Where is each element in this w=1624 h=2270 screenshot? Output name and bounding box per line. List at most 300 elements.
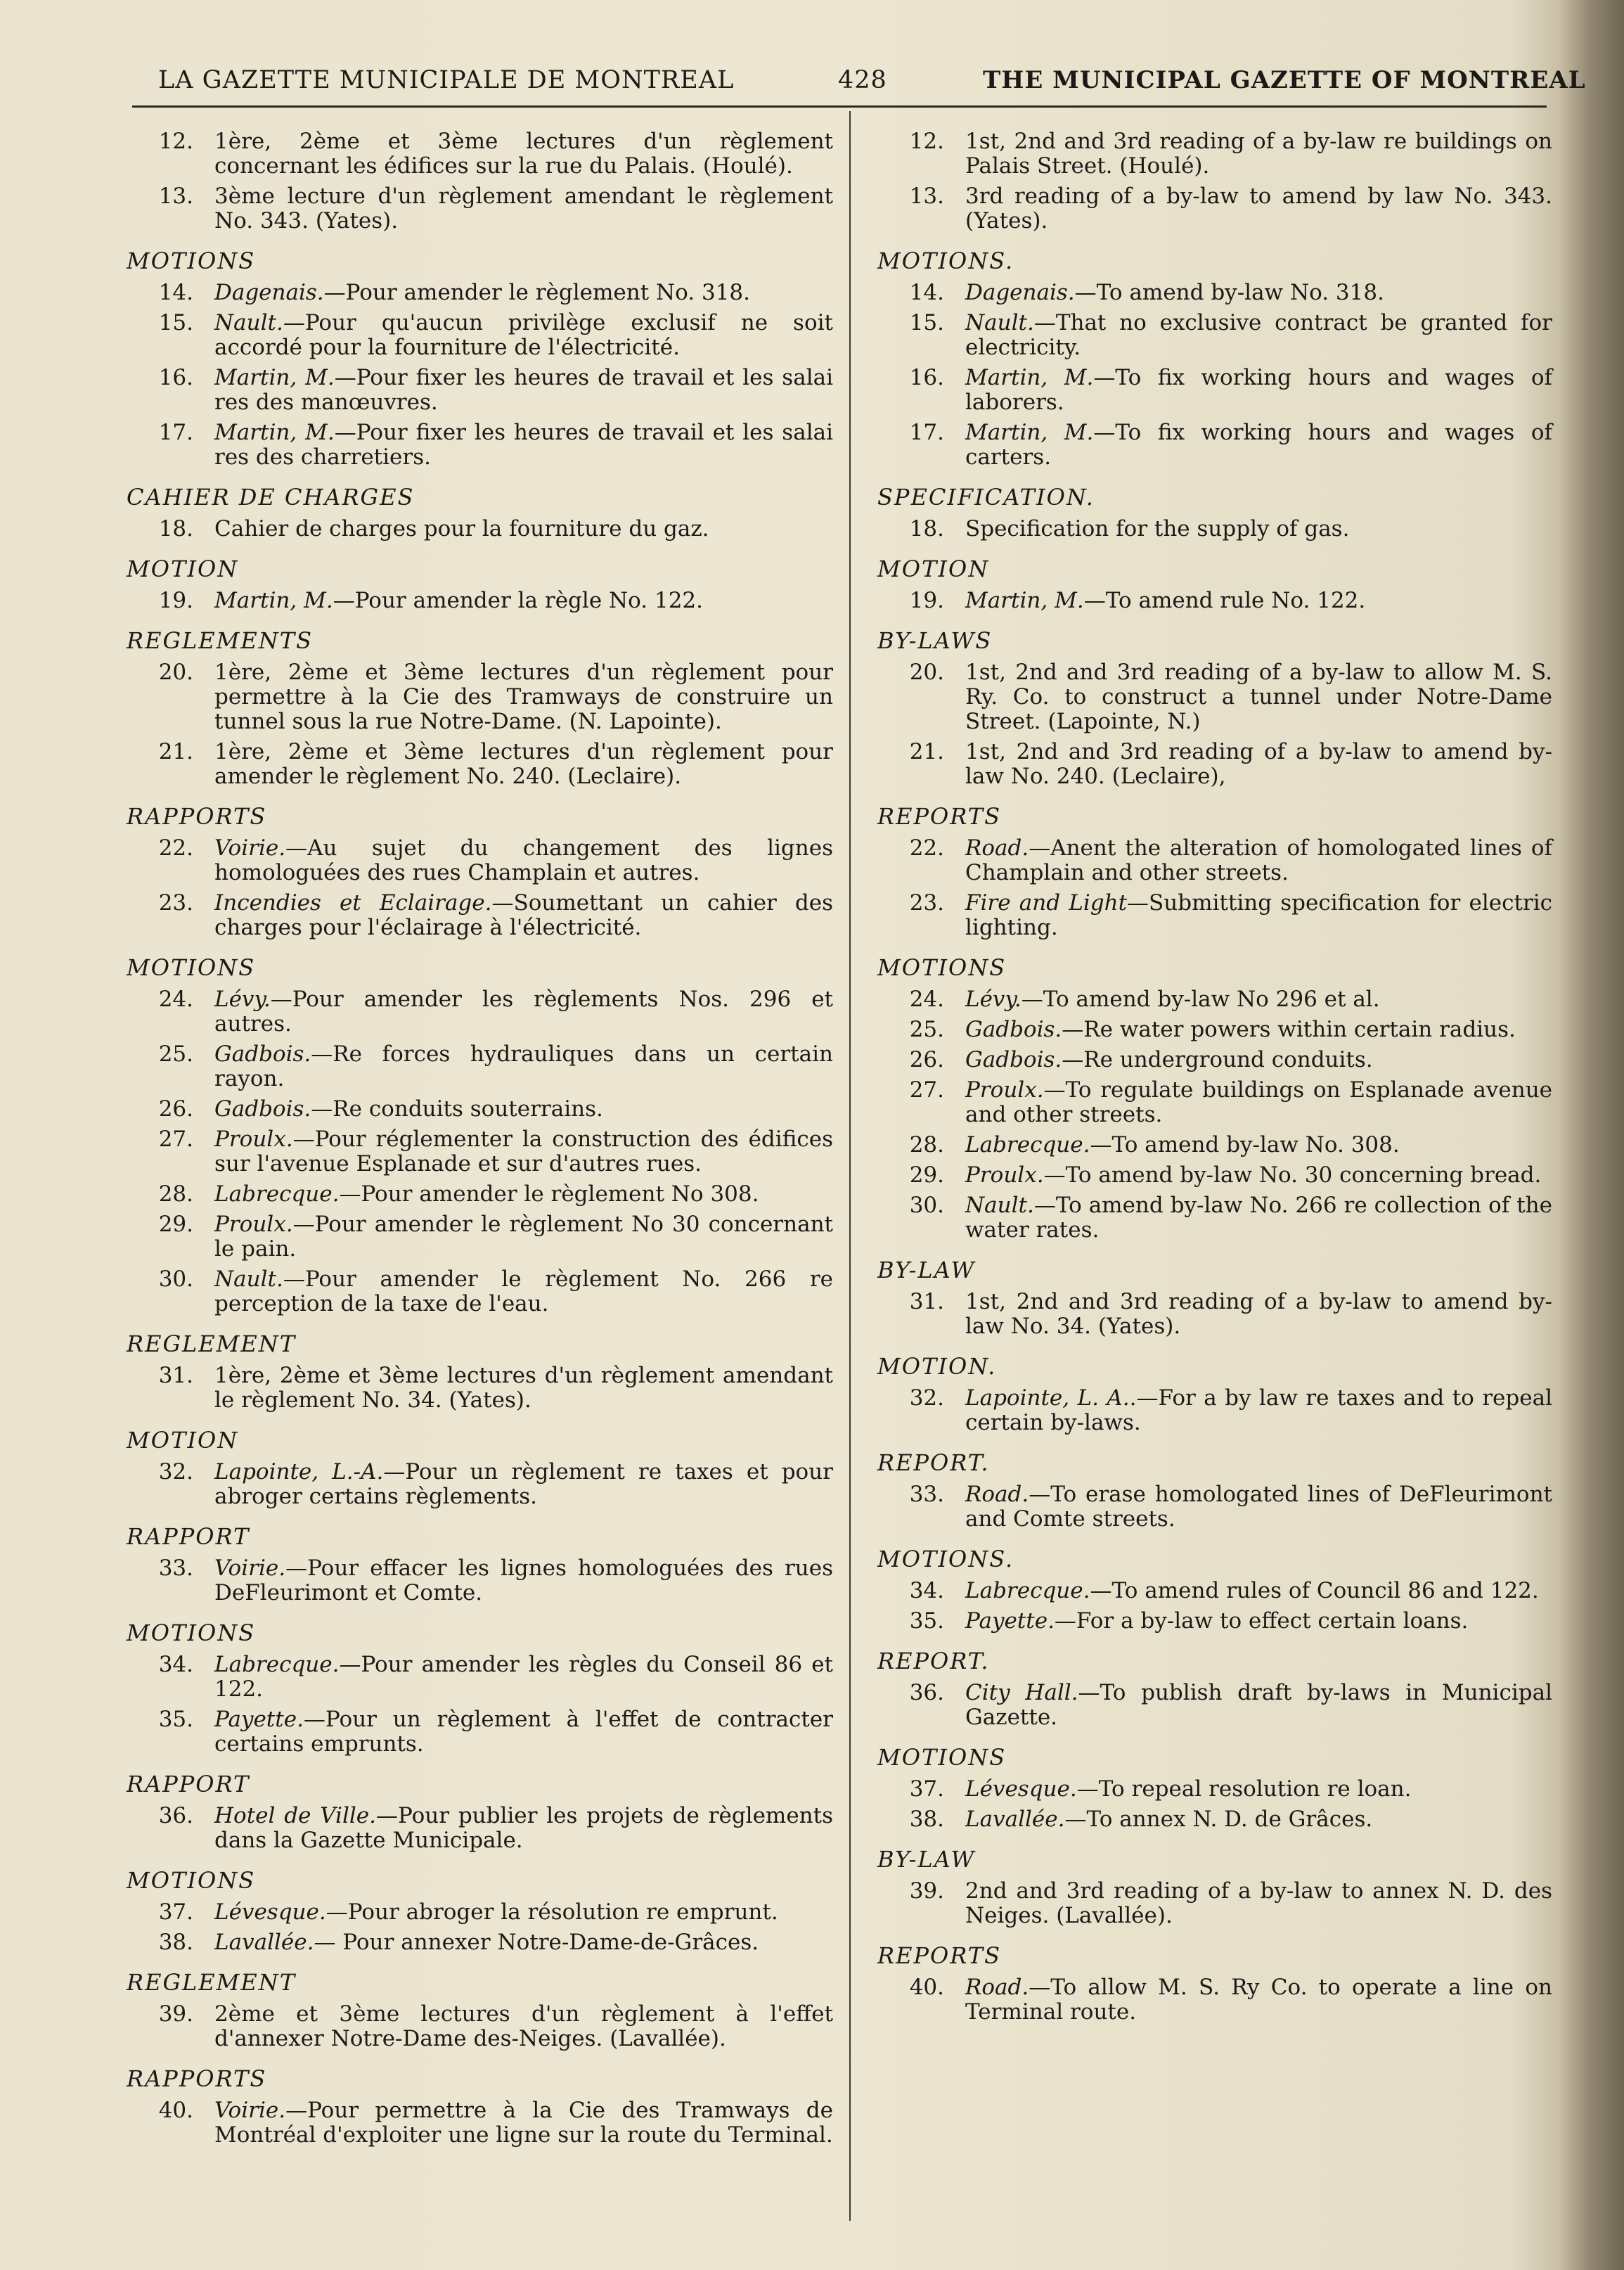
- item-number: 19.: [909, 588, 944, 613]
- item-text: —Pour effacer les lignes homologuées des rues DeFleurimont et Comte.: [214, 1556, 833, 1605]
- item-text-block: [965, 1163, 1552, 1188]
- item-number: 27.: [909, 1077, 944, 1103]
- item-text: 2ème et 3ème lectures d'un règlement à l'effet d'annexer Notre-Dame des-Neiges. (Lavallée).: [214, 2001, 833, 2051]
- column-divider: [849, 111, 851, 2221]
- fr-agenda-item: [127, 1212, 833, 1262]
- item-number: 32.: [158, 1459, 193, 1485]
- item-lead-name: Martin, M.: [965, 420, 1094, 445]
- item-lead-name: Fire and Light: [965, 890, 1128, 916]
- item-text: .—For a by law re taxes and to repeal certain by-laws.: [965, 1385, 1552, 1435]
- fr-agenda-item: [127, 281, 833, 305]
- fr-section-heading: RAPPORT: [127, 1771, 250, 1797]
- item-text: —To amend by-law No. 30 concerning bread.: [1043, 1162, 1542, 1188]
- item-text-block: [214, 1707, 833, 1757]
- item-text-block: [965, 836, 1552, 885]
- item-number: 35.: [158, 1707, 193, 1732]
- item-text-block: [214, 1804, 833, 1853]
- item-number: 15.: [158, 310, 193, 335]
- item-text-block: [965, 1133, 1552, 1158]
- item-lead-name: Nault.: [965, 310, 1034, 335]
- item-number: 22.: [909, 835, 944, 861]
- item-text-block: [965, 589, 1552, 613]
- item-text-block: [214, 1042, 833, 1091]
- item-lead-name: Lévy.: [214, 987, 271, 1012]
- item-text: —To amend rule No. 122.: [1083, 588, 1366, 613]
- fr-agenda-item: [127, 1042, 833, 1091]
- item-text: —To amend rules of Council 86 and 122.: [1090, 1578, 1539, 1603]
- item-text-block: [965, 281, 1552, 305]
- en-agenda-item: [877, 1048, 1552, 1072]
- en-section-heading: REPORTS: [877, 1942, 1002, 1969]
- item-text: 1ère, 2ème et 3ème lectures d'un règlement concernant les édifices sur la rue du Palais. (Houlé).: [214, 129, 833, 179]
- item-text-block: [214, 1182, 833, 1207]
- item-text-block: [965, 660, 1552, 734]
- item-lead-name: Nault.: [965, 1193, 1034, 1218]
- item-text-block: [965, 1078, 1552, 1127]
- fr-agenda-item: [127, 129, 833, 179]
- item-text-block: [965, 311, 1552, 360]
- fr-section-heading: MOTIONS: [127, 1620, 256, 1646]
- fr-agenda-item: [127, 589, 833, 613]
- item-lead-name: Road.: [965, 1482, 1029, 1507]
- item-number: 30.: [909, 1193, 944, 1218]
- item-text-block: [965, 891, 1552, 940]
- item-text-block: [965, 740, 1552, 789]
- en-section-heading: SPECIFICATION.: [877, 484, 1095, 511]
- item-text-block: [214, 366, 833, 415]
- item-text-block: [214, 517, 833, 541]
- fr-agenda-item: [127, 1097, 833, 1122]
- item-text-block: [965, 1807, 1552, 1832]
- item-number: 16.: [158, 365, 193, 390]
- item-lead-name: Lévy.: [965, 987, 1022, 1012]
- item-number: 27.: [158, 1127, 193, 1152]
- en-agenda-item: [877, 1879, 1552, 1928]
- fr-agenda-item: [127, 517, 833, 541]
- item-text-block: [214, 589, 833, 613]
- item-text: —To repeal resolution re loan.: [1076, 1776, 1412, 1802]
- fr-agenda-item: [127, 311, 833, 360]
- fr-agenda-item: [127, 660, 833, 734]
- item-text: 1st, 2nd and 3rd reading of a by-law re buildings on Palais Street. (Houlé).: [965, 129, 1552, 179]
- item-text: —To fix working hours and wages of carters.: [965, 420, 1552, 470]
- header-rule: [132, 105, 1547, 108]
- item-lead-name: Proulx.: [965, 1162, 1044, 1188]
- item-lead-name: Labrecque.: [214, 1652, 340, 1677]
- item-text: —Re underground conduits.: [1062, 1047, 1373, 1072]
- item-number: 18.: [909, 516, 944, 541]
- item-number: 24.: [158, 987, 193, 1012]
- item-text: —Pour amender la règle No. 122.: [333, 588, 703, 613]
- item-number: 23.: [909, 890, 944, 916]
- item-text: —To erase homologated lines of DeFleurimont and Comte streets.: [965, 1482, 1552, 1532]
- item-text-block: [214, 1930, 833, 1955]
- item-text: —Pour qu'aucun privilège exclusif ne soit accordé pour la fourniture de l'électricité.: [214, 310, 833, 360]
- en-section-heading: REPORT.: [877, 1449, 990, 1476]
- item-text: —Pour fixer les heures de travail et les salai res des manœuvres.: [214, 365, 833, 415]
- en-agenda-item: [877, 1482, 1552, 1532]
- item-number: 14.: [909, 280, 944, 305]
- fr-agenda-item: [127, 740, 833, 789]
- item-lead-name: Voirie.: [214, 1556, 286, 1581]
- french-column: [127, 125, 833, 2153]
- item-text-block: [965, 366, 1552, 415]
- item-number: 14.: [158, 280, 193, 305]
- item-number: 29.: [909, 1162, 944, 1188]
- item-text: —Re forces hydrauliques dans un certain rayon.: [214, 1041, 833, 1091]
- item-number: 32.: [909, 1385, 944, 1411]
- item-lead-name: Proulx.: [965, 1077, 1044, 1103]
- item-lead-name: Road.: [965, 1975, 1029, 2000]
- fr-agenda-item: [127, 184, 833, 233]
- item-text: —For a by-law to effect certain loans.: [1054, 1608, 1469, 1634]
- en-agenda-item: [877, 1133, 1552, 1158]
- en-agenda-item: [877, 1975, 1552, 2025]
- fr-section-heading: CAHIER DE CHARGES: [127, 484, 415, 511]
- en-agenda-item: [877, 281, 1552, 305]
- item-text: —Re conduits souterrains.: [311, 1096, 603, 1122]
- item-number: 34.: [909, 1578, 944, 1603]
- item-text-block: [214, 1556, 833, 1605]
- en-section-heading: MOTION.: [877, 1353, 997, 1380]
- item-text-block: [965, 1048, 1552, 1072]
- item-number: 37.: [909, 1776, 944, 1802]
- item-lead-name: Martin, M.: [965, 365, 1094, 390]
- fr-section-heading: RAPPORT: [127, 1523, 250, 1550]
- en-section-heading: MOTIONS: [877, 954, 1007, 981]
- item-text: —Submitting specification for electric lighting.: [965, 890, 1552, 940]
- item-lead-name: Lavallée.: [965, 1807, 1065, 1832]
- item-lead-name: Lapointe, L. A.: [965, 1385, 1130, 1411]
- fr-agenda-item: [127, 1653, 833, 1702]
- item-text: —Pour amender le règlement No 308.: [339, 1181, 759, 1207]
- fr-agenda-item: [127, 1707, 833, 1757]
- page-number: 428: [838, 66, 887, 94]
- fr-agenda-item: [127, 2002, 833, 2051]
- item-text: —To annex N. D. de Grâces.: [1064, 1807, 1373, 1832]
- fr-agenda-item: [127, 1460, 833, 1509]
- item-text: —Soumettant un cahier des charges pour l'éclairage à l'électricité.: [214, 890, 833, 940]
- item-lead-name: Lapointe, L.-A.: [214, 1459, 384, 1485]
- fr-agenda-item: [127, 1804, 833, 1853]
- item-lead-name: Gadbois.: [214, 1096, 311, 1122]
- item-text-block: [965, 1193, 1552, 1243]
- item-lead-name: Payette.: [965, 1608, 1055, 1634]
- fr-agenda-item: [127, 1556, 833, 1605]
- item-text: —Pour amender les règles du Conseil 86 et 122.: [214, 1652, 833, 1702]
- item-text-block: [214, 311, 833, 360]
- fr-section-heading: REGLEMENTS: [127, 627, 314, 654]
- en-agenda-item: [877, 1163, 1552, 1188]
- item-text-block: [965, 1290, 1552, 1339]
- item-text-block: [965, 517, 1552, 541]
- item-text: —To amend by-law No 296 et al.: [1021, 987, 1380, 1012]
- item-lead-name: Proulx.: [214, 1212, 293, 1237]
- item-text-block: [965, 184, 1552, 233]
- item-number: 17.: [158, 420, 193, 445]
- item-number: 26.: [909, 1047, 944, 1072]
- item-number: 35.: [909, 1608, 944, 1634]
- item-text: — Pour annexer Notre-Dame-de-Grâces.: [314, 1930, 759, 1955]
- item-text: —Pour amender le règlement No. 266 re perception de la taxe de l'eau.: [214, 1267, 833, 1316]
- item-number: 30.: [158, 1267, 193, 1292]
- item-number: 39.: [158, 2001, 193, 2027]
- en-section-heading: BY-LAWS: [877, 627, 993, 654]
- fr-agenda-item: [127, 987, 833, 1037]
- item-text-block: [214, 129, 833, 179]
- item-number: 40.: [158, 2098, 193, 2123]
- item-text: 1st, 2nd and 3rd reading of a by-law to allow M. S. Ry. Co. to construct a tunnel under Notre-Dame Street. (Lapointe, N.): [965, 660, 1552, 734]
- item-number: 17.: [909, 420, 944, 445]
- item-text-block: [214, 1653, 833, 1702]
- item-number: 20.: [909, 660, 944, 685]
- en-agenda-item: [877, 1290, 1552, 1339]
- item-number: 24.: [909, 987, 944, 1012]
- en-section-heading: REPORTS: [877, 803, 1002, 830]
- header-english-title: THE MUNICIPAL GAZETTE OF MONTREAL: [983, 66, 1586, 94]
- item-text: 1st, 2nd and 3rd reading of a by-law to amend by-law No. 240. (Leclaire),: [965, 739, 1552, 789]
- fr-agenda-item: [127, 2098, 833, 2148]
- en-agenda-item: [877, 1609, 1552, 1634]
- item-lead-name: Voirie.: [214, 2098, 286, 2123]
- item-text: —Anent the alteration of homologated lines of Champlain and other streets.: [965, 835, 1552, 885]
- en-agenda-item: [877, 891, 1552, 940]
- en-section-heading: MOTIONS.: [877, 248, 1014, 274]
- fr-section-heading: MOTION: [127, 556, 239, 582]
- item-lead-name: Labrecque.: [214, 1181, 340, 1207]
- item-text-block: [214, 2098, 833, 2148]
- item-text: —Pour abroger la résolution re emprunt.: [326, 1899, 778, 1925]
- item-lead-name: Martin, M.: [214, 588, 333, 613]
- item-lead-name: Lévesque.: [214, 1899, 326, 1925]
- fr-section-heading: REGLEMENT: [127, 1969, 297, 1996]
- fr-section-heading: MOTIONS: [127, 248, 256, 274]
- item-text-block: [965, 1879, 1552, 1928]
- item-text-block: [965, 421, 1552, 470]
- item-number: 29.: [158, 1212, 193, 1237]
- en-agenda-item: [877, 1681, 1552, 1730]
- item-lead-name: Martin, M.: [965, 588, 1084, 613]
- item-text-block: [214, 1364, 833, 1413]
- item-text: 1st, 2nd and 3rd reading of a by-law to amend by-law No. 34. (Yates).: [965, 1289, 1552, 1339]
- item-number: 13.: [909, 184, 944, 209]
- item-lead-name: Martin, M.: [214, 420, 335, 445]
- item-lead-name: Nault.: [214, 310, 283, 335]
- item-text-block: [214, 740, 833, 789]
- fr-agenda-item: [127, 1930, 833, 1955]
- item-lead-name: Road.: [965, 835, 1029, 861]
- item-text-block: [214, 1900, 833, 1925]
- item-lead-name: Gadbois.: [214, 1041, 311, 1067]
- item-number: 12.: [909, 129, 944, 154]
- item-text: Specification for the supply of gas.: [965, 516, 1350, 541]
- fr-section-heading: RAPPORTS: [127, 803, 267, 830]
- fr-agenda-item: [127, 1364, 833, 1413]
- item-text-block: [965, 129, 1552, 179]
- item-lead-name: Proulx.: [214, 1127, 293, 1152]
- item-number: 39.: [909, 1878, 944, 1904]
- en-agenda-item: [877, 421, 1552, 470]
- item-lead-name: Incendies et Eclairage.: [214, 890, 492, 916]
- item-text-block: [214, 1460, 833, 1509]
- item-text-block: [965, 1482, 1552, 1532]
- item-text-block: [214, 660, 833, 734]
- item-text: —Pour réglementer la construction des édifices sur l'avenue Esplanade et sur d'autres rues.: [214, 1127, 833, 1176]
- header-french-title: LA GAZETTE MUNICIPALE DE MONTREAL: [158, 66, 735, 94]
- english-column: [877, 125, 1552, 2030]
- item-text-block: [965, 1681, 1552, 1730]
- en-agenda-item: [877, 1018, 1552, 1042]
- item-text-block: [214, 1267, 833, 1316]
- fr-agenda-item: [127, 1127, 833, 1176]
- fr-agenda-item: [127, 366, 833, 415]
- item-number: 33.: [158, 1556, 193, 1581]
- en-agenda-item: [877, 517, 1552, 541]
- item-number: 12.: [158, 129, 193, 154]
- item-text: —Pour un règlement à l'effet de contracter certains emprunts.: [214, 1707, 833, 1757]
- item-number: 13.: [158, 184, 193, 209]
- item-text-block: [965, 1975, 1552, 2025]
- item-lead-name: Payette.: [214, 1707, 304, 1732]
- item-text: —To amend by-law No. 308.: [1090, 1132, 1400, 1158]
- item-number: 28.: [158, 1181, 193, 1207]
- item-text-block: [965, 987, 1552, 1012]
- item-text: —Pour permettre à la Cie des Tramways de Montréal d'exploiter une ligne sur la route du Terminal.: [214, 2098, 833, 2148]
- fr-section-heading: MOTIONS: [127, 1867, 256, 1894]
- item-lead-name: City Hall.: [965, 1680, 1078, 1705]
- item-text: —Re water powers within certain radius.: [1062, 1017, 1516, 1042]
- item-number: 25.: [158, 1041, 193, 1067]
- en-section-heading: MOTION: [877, 556, 990, 582]
- item-number: 36.: [158, 1803, 193, 1828]
- item-text: Cahier de charges pour la fourniture du gaz.: [214, 516, 709, 541]
- item-text: —To amend by-law No. 266 re collection of the water rates.: [965, 1193, 1552, 1243]
- en-section-heading: BY-LAW: [877, 1846, 976, 1873]
- item-number: 19.: [158, 588, 193, 613]
- item-lead-name: Labrecque.: [965, 1132, 1090, 1158]
- item-number: 16.: [909, 365, 944, 390]
- item-lead-name: Lévesque.: [965, 1776, 1077, 1802]
- item-number: 36.: [909, 1680, 944, 1705]
- fr-section-heading: MOTION: [127, 1427, 239, 1454]
- en-agenda-item: [877, 1579, 1552, 1603]
- item-text: —Pour amender les règlements Nos. 296 et autres.: [214, 987, 833, 1037]
- item-text: —Pour amender le règlement No 30 concernant le pain.: [214, 1212, 833, 1262]
- item-lead-name: Gadbois.: [965, 1047, 1062, 1072]
- item-text-block: [965, 1018, 1552, 1042]
- item-text: —Au sujet du changement des lignes homologuées des rues Champlain et autres.: [214, 835, 833, 885]
- item-text: —Pour un règlement re taxes et pour abroger certains règlements.: [214, 1459, 833, 1509]
- item-number: 37.: [158, 1899, 193, 1925]
- en-agenda-item: [877, 1807, 1552, 1832]
- item-number: 31.: [909, 1289, 944, 1314]
- item-text-block: [965, 1579, 1552, 1603]
- en-section-heading: BY-LAW: [877, 1257, 976, 1283]
- item-lead-name: Voirie.: [214, 835, 286, 861]
- item-text: —Pour fixer les heures de travail et les salai res des charretiers.: [214, 420, 833, 470]
- item-number: 38.: [909, 1807, 944, 1832]
- item-number: 22.: [158, 835, 193, 861]
- en-agenda-item: [877, 1386, 1552, 1435]
- page-header: [0, 62, 1624, 111]
- item-number: 25.: [909, 1017, 944, 1042]
- item-text: —Pour publier les projets de règlements dans la Gazette Municipale.: [214, 1803, 833, 1853]
- item-text: —To publish draft by-laws in Municipal Gazette.: [965, 1680, 1552, 1730]
- item-text-block: [214, 281, 833, 305]
- en-agenda-item: [877, 660, 1552, 734]
- item-text: —To regulate buildings on Esplanade avenue and other streets.: [965, 1077, 1552, 1127]
- item-number: 15.: [909, 310, 944, 335]
- fr-agenda-item: [127, 421, 833, 470]
- item-text-block: [214, 184, 833, 233]
- fr-section-heading: REGLEMENT: [127, 1330, 297, 1357]
- item-text: 1ère, 2ème et 3ème lectures d'un règlement amendant le règlement No. 34. (Yates).: [214, 1363, 833, 1413]
- item-lead-name: Lavallée.: [214, 1930, 314, 1955]
- item-number: 20.: [158, 660, 193, 685]
- en-agenda-item: [877, 1777, 1552, 1802]
- en-section-heading: MOTIONS.: [877, 1546, 1014, 1572]
- item-number: 34.: [158, 1652, 193, 1677]
- item-text-block: [965, 1386, 1552, 1435]
- item-text: —To allow M. S. Ry Co. to operate a line on Terminal route.: [965, 1975, 1552, 2025]
- item-text: 2nd and 3rd reading of a by-law to annex N. D. des Neiges. (Lavallée).: [965, 1878, 1552, 1928]
- en-agenda-item: [877, 589, 1552, 613]
- item-lead-name: Nault.: [214, 1267, 283, 1292]
- item-text-block: [214, 2002, 833, 2051]
- item-text: —To amend by-law No. 318.: [1074, 280, 1384, 305]
- fr-agenda-item: [127, 1182, 833, 1207]
- fr-section-heading: RAPPORTS: [127, 2065, 267, 2092]
- en-agenda-item: [877, 311, 1552, 360]
- item-text: 3ème lecture d'un règlement amendant le règlement No. 343. (Yates).: [214, 184, 833, 233]
- item-text: 1ère, 2ème et 3ème lectures d'un règlement pour amender le règlement No. 240. (Leclaire).: [214, 739, 833, 789]
- item-text: —That no exclusive contract be granted for electricity.: [965, 310, 1552, 360]
- item-number: 26.: [158, 1096, 193, 1122]
- fr-section-heading: MOTIONS: [127, 954, 256, 981]
- en-agenda-item: [877, 987, 1552, 1012]
- item-number: 31.: [158, 1363, 193, 1388]
- item-number: 21.: [909, 739, 944, 764]
- fr-agenda-item: [127, 891, 833, 940]
- item-lead-name: Dagenais.: [965, 280, 1075, 305]
- fr-agenda-item: [127, 1900, 833, 1925]
- en-section-heading: MOTIONS: [877, 1744, 1007, 1771]
- en-agenda-item: [877, 366, 1552, 415]
- item-lead-name: Martin, M.: [214, 365, 335, 390]
- item-text-block: [965, 1777, 1552, 1802]
- item-text-block: [214, 891, 833, 940]
- item-number: 33.: [909, 1482, 944, 1507]
- item-lead-name: Dagenais.: [214, 280, 324, 305]
- en-agenda-item: [877, 1078, 1552, 1127]
- item-text-block: [214, 1127, 833, 1176]
- item-text-block: [214, 987, 833, 1037]
- item-number: 38.: [158, 1930, 193, 1955]
- item-lead-name: Hotel de Ville.: [214, 1803, 376, 1828]
- item-lead-name: Gadbois.: [965, 1017, 1062, 1042]
- item-number: 18.: [158, 516, 193, 541]
- item-text: —To fix working hours and wages of laborers.: [965, 365, 1552, 415]
- en-agenda-item: [877, 184, 1552, 233]
- item-lead-name: Labrecque.: [965, 1578, 1090, 1603]
- item-text-block: [965, 1609, 1552, 1634]
- item-text-block: [214, 836, 833, 885]
- item-number: 28.: [909, 1132, 944, 1158]
- fr-agenda-item: [127, 1267, 833, 1316]
- en-section-heading: REPORT.: [877, 1648, 990, 1674]
- en-agenda-item: [877, 836, 1552, 885]
- item-text: 3rd reading of a by-law to amend by law No. 343. (Yates).: [965, 184, 1552, 233]
